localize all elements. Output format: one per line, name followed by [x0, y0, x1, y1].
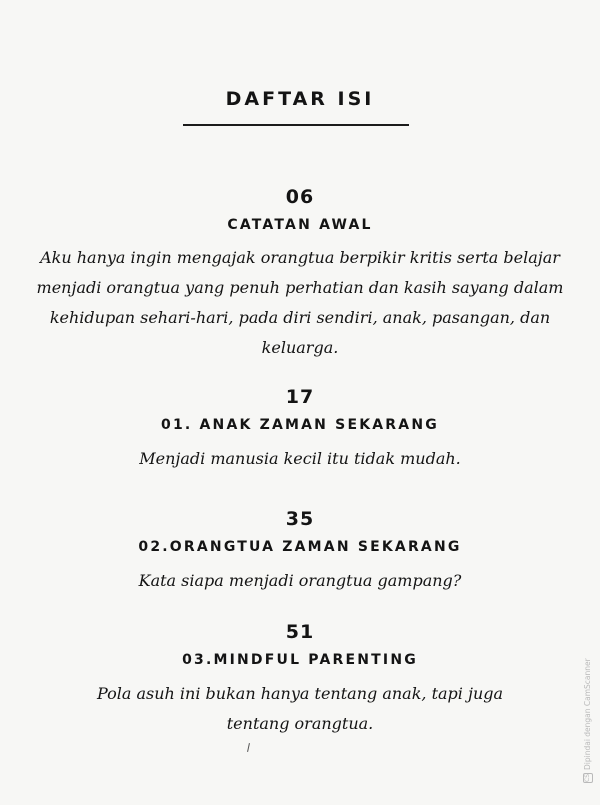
toc-entry-catatan-awal	[0, 186, 600, 363]
toc-entry-anak-zaman-sekarang	[0, 386, 600, 474]
entry-description: Pola asuh ini bukan hanya tentang anak, tapi juga tentang orangtua.	[96, 684, 504, 733]
entry-page-number: 35	[285, 508, 315, 530]
toc-entry-mindful-parenting	[0, 621, 600, 739]
entry-page-number: 51	[285, 621, 315, 643]
entry-description: Aku hanya ingin mengajak orangtua berpikir kritis serta belajar menjadi orangtua yang penuh perhatian dan kasih sayang dalam kehidupan sehari-hari, pada diri sendiri, anak, pasangan, dan keluarga.	[36, 248, 564, 357]
entry-heading: 02.ORANGTUA ZAMAN SEKARANG	[138, 539, 462, 555]
camscanner-logo-icon: CS	[584, 774, 591, 782]
entry-heading: 03.MINDFUL PARENTING	[182, 652, 418, 668]
scanner-watermark	[583, 658, 593, 783]
pencil-mark	[247, 743, 250, 752]
entry-page-number: 06	[285, 186, 315, 208]
toc-entry-orangtua-zaman-sekarang	[0, 508, 600, 596]
page-title: DAFTAR ISI	[225, 88, 375, 110]
scanner-watermark-text: Dipindai dengan CamScanner	[583, 658, 592, 770]
entry-description: Menjadi manusia kecil itu tidak mudah.	[139, 449, 461, 468]
entry-heading: 01. ANAK ZAMAN SEKARANG	[161, 417, 439, 433]
entry-page-number: 17	[285, 386, 315, 408]
title-underline	[183, 124, 409, 126]
entry-heading: CATATAN AWAL	[227, 217, 373, 233]
entry-description: Kata siapa menjadi orangtua gampang?	[138, 571, 462, 590]
